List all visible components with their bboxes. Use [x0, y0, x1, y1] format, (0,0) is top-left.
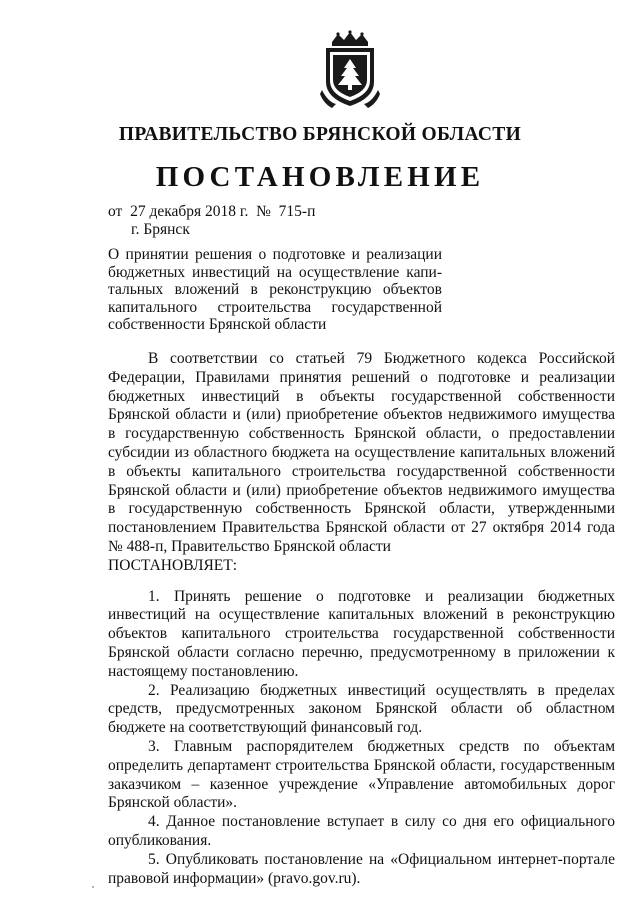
decree-word: ПОСТАНОВЛЯЕТ:	[108, 556, 238, 574]
preamble-paragraph: В соответствии со статьей 79 Бюджетного кодекса Российской Федерации, Правилами принятия решений о подготовке и реализации бюджетных инвестиций в объекты государственной собственности Брянской области и (или) приобретение объектов недвижимого имущества в государственную собственность Брянской области, о предоставлении субсидии из областного бюджета на осуществление капитальных вложений в объекты капитального строительства государственной собственности Брянской области и (или) приобретение объектов недвижимого имущества в государственную собственность Брянской области, утвержденными постановлением Правительства Брянской области от 27 октября 2014 года № 488-п, Правительство Брянской области	[108, 350, 615, 555]
document-type-heading: ПОСТАНОВЛЕНИЕ	[155, 161, 485, 193]
document-body	[108, 350, 615, 888]
subject-line: бюджетных инвестиций на осуществление капи-	[108, 263, 442, 281]
decree-item: 4. Данное постановление вступает в силу со дня его официального опубликования.	[108, 813, 615, 849]
subject-line: капитального строительства государственной	[108, 298, 442, 316]
document-subject	[108, 246, 442, 334]
decree-item: 5. Опубликовать постановление на «Официальном интернет-портале правовой информации» (pravo.gov.ru).	[108, 850, 615, 887]
subject-line: тальных вложений в реконструкцию объектов	[108, 281, 442, 299]
decree-item: 2. Реализацию бюджетных инвестиций осуществлять в пределах средств, предусмотренных законом Брянской области об областном бюджете на соответствующий финансовый год.	[108, 681, 615, 737]
city: г. Брянск	[131, 221, 190, 238]
decree-item: 3. Главным распорядителем бюджетных средств по объектам определить департамент строительства Брянской области, государственным заказчиком – казенное учреждение «Управление автомобильных дорог Брянской области».	[108, 737, 615, 812]
subject-line: О принятии решения о подготовке и реализации	[108, 246, 442, 263]
decree-item: 1. Принять решение о подготовке и реализации бюджетных инвестиций на осуществление капитальных вложений в реконструкцию объектов капитального строительства государственной собственности Брянской области согласно перечню, предусмотренному в приложении к настоящему постановлению.	[108, 587, 615, 680]
organization-title: ПРАВИТЕЛЬСТВО БРЯНСКОЙ ОБЛАСТИ	[118, 124, 522, 145]
subject-line: собственности Брянской области	[108, 316, 327, 334]
scan-speck	[92, 886, 94, 888]
coat-of-arms-icon	[318, 30, 382, 110]
date-and-number: от 27 декабря 2018 г. № 715-п	[108, 203, 316, 220]
